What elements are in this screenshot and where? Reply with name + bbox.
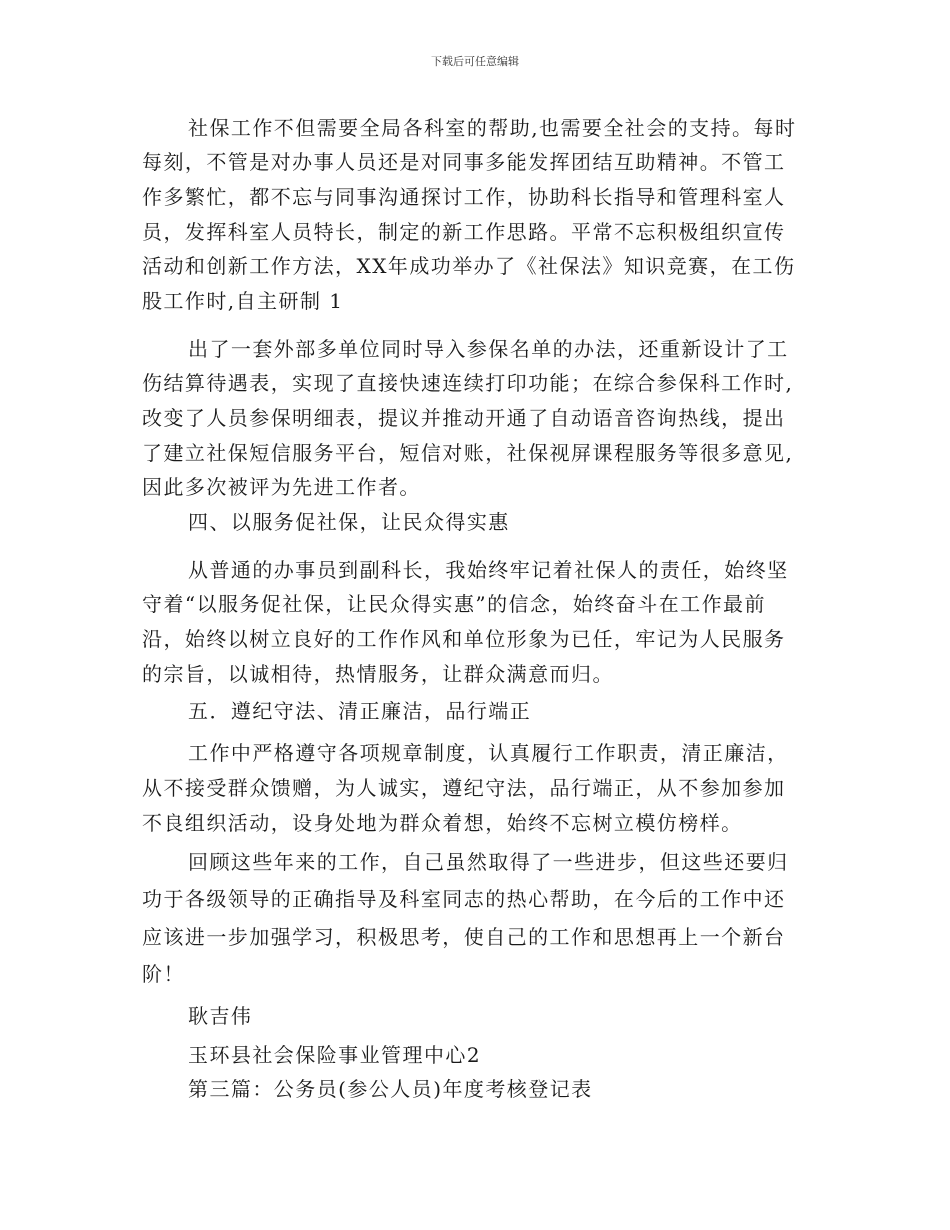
text-line: 功于各级领导的正确指导及科室同志的热心帮助，在今后的工作中还	[142, 887, 786, 911]
organization-name: 玉环县社会保险事业管理中心2	[188, 1043, 482, 1067]
text-line: 活动和创新工作方法，XX年成功举办了《社保法》知识竞赛，在工伤	[142, 254, 796, 278]
text-line: 因此多次被评为先进工作者。	[142, 475, 421, 499]
text-line: 每刻，不管是对办事人员还是对同事多能发挥团结互助精神。不管工	[142, 150, 786, 174]
section-title: 第三篇：公务员(参公人员)年度考核登记表	[188, 1077, 593, 1101]
text-line: 的宗旨，以诚相待，热情服务，让群众满意而归。	[142, 662, 614, 686]
text-line: 从普通的办事员到副科长，我始终牢记着社保人的责任，始终坚	[188, 558, 789, 582]
text-line: 守着“以服务促社保，让民众得实惠”的信念，始终奋斗在工作最前	[142, 592, 766, 616]
text-line: 不良组织活动，设身处地为群众着想，始终不忘树立模仿榜样。	[142, 811, 743, 835]
text-line: 工作中严格遵守各项规章制度，认真履行工作职责，清正廉洁，	[188, 741, 789, 765]
text-line: 出了一套外部多单位同时导入参保名单的办法，还重新设计了工	[188, 337, 789, 361]
page-header: 下载后可任意编辑	[431, 55, 519, 68]
signature-name: 耿吉伟	[188, 1004, 253, 1028]
text-line: 应该进一步加强学习，积极思考，使自己的工作和思想再上一个新台	[142, 925, 786, 949]
text-line: 回顾这些年来的工作，自己虽然取得了一些进步，但这些还要归	[188, 850, 789, 874]
text-line: 员，发挥科室人员特长，制定的新工作思路。平常不忘积极组织宣传	[142, 220, 786, 244]
text-line: 社保工作不但需要全局各科室的帮助,也需要全社会的支持。每时	[188, 116, 797, 140]
text-line: 从不接受群众馈赠，为人诚实，遵纪守法，品行端正，从不参加参加	[142, 776, 786, 800]
section-heading: 五．遵纪守法、清正廉洁，品行端正	[188, 699, 532, 723]
text-line: 伤结算待遇表，实现了直接快速连续打印功能；在综合参保科工作时,	[142, 371, 794, 395]
text-line: 改变了人员参保明细表，提议并推动开通了自动语音咨询热线，提出	[142, 406, 786, 430]
text-line: 阶！	[142, 962, 185, 986]
section-heading: 四、以服务促社保，让民众得实惠	[188, 510, 510, 534]
text-line: 作多繁忙，都不忘与同事沟通探讨工作，协助科长指导和管理科室人	[142, 185, 786, 209]
text-line: 了建立社保短信服务平台，短信对账，社保视屏课程服务等很多意见,	[142, 441, 794, 465]
text-line: 沿，始终以树立良好的工作作风和单位形象为已任，牢记为人民服务	[142, 627, 786, 651]
text-line: 股工作时,自主研制 1	[142, 289, 344, 313]
